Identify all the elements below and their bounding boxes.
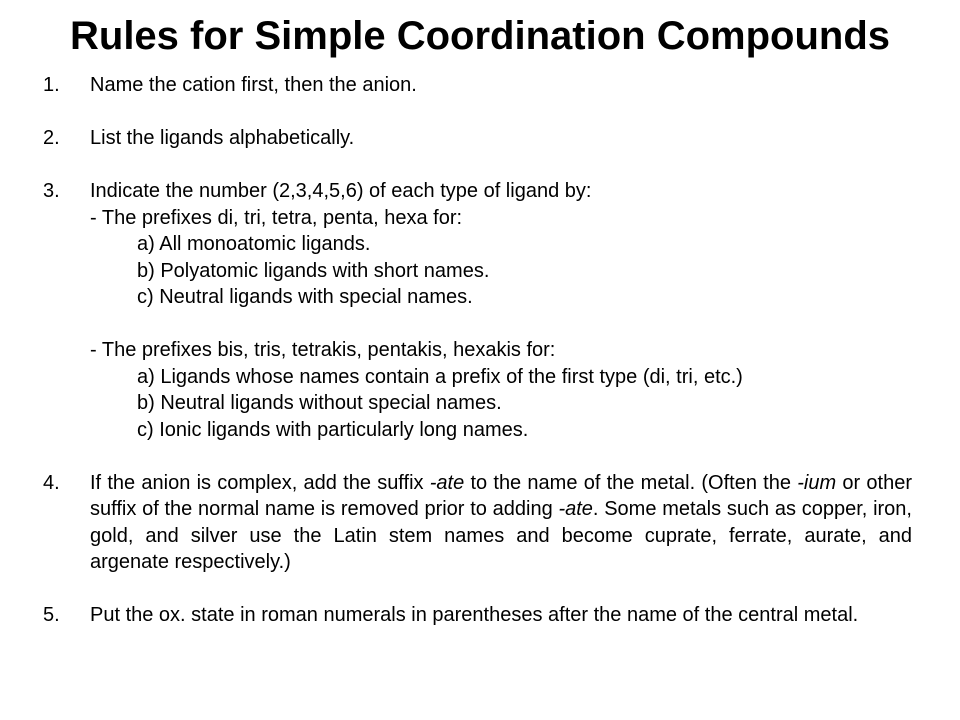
rule-5 [0,602,912,629]
rule-text: Indicate the number (2,3,4,5,6) of each type of ligand by: [90,180,592,202]
rule-text: List the ligands alphabetically. [90,127,355,149]
prefix-group-heading: - The prefixes bis, tris, tetrakis, pentakis, hexakis for: [90,339,556,361]
rule-number: 2. [43,127,60,149]
rule-3 [0,178,912,443]
sub-item: c) Ionic ligands with particularly long names. [137,418,529,441]
sub-item: c) Neutral ligands with special names. [137,286,473,308]
sub-item: a) Ligands whose names contain a prefix of the first type (di, tri, etc.) [137,365,743,388]
sub-item: b) Neutral ligands without special names. [137,392,502,414]
rule-text: Put the ox. state in roman numerals in parentheses after the name of the central metal. [90,604,859,626]
rule-number: 5. [43,604,60,626]
prefix-group-heading: - The prefixes di, tri, tetra, penta, hexa for: [90,206,463,229]
rule-number: 4. [43,471,60,494]
rule-text: Name the cation first, then the anion. [90,74,417,96]
rule-number: 3. [43,180,60,202]
rule-1 [0,72,912,99]
sub-item: b) Polyatomic ligands with short names. [137,259,490,282]
rule-4 [0,470,912,576]
rules-list [0,72,960,629]
rule-text: If the anion is complex, add the suffix -ate to the name of the metal. (Often the -ium or other suffix of the normal name is removed prior to adding -ate. Some metals such as copper, iron, gold, and silver use the Latin stem names and become cuprate, ferrate, aurate, and argenate respectively.) [90,471,912,573]
rule-2 [0,125,912,152]
rule-number: 1. [43,74,60,96]
sub-item: a) All monoatomic ligands. [137,233,371,255]
slide-title: Rules for Simple Coordination Compounds [70,14,890,58]
